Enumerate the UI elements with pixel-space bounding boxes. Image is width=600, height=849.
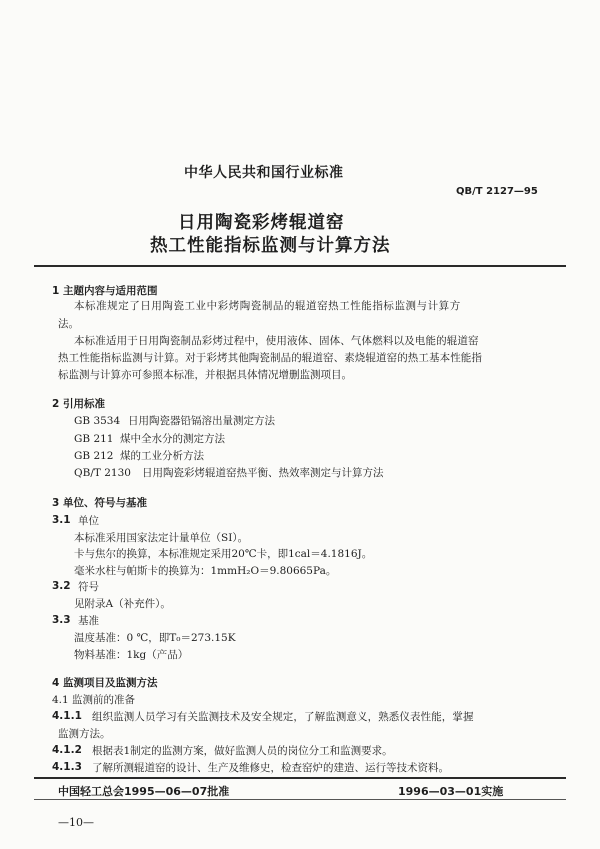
ref-code: GB 211 bbox=[74, 433, 114, 445]
subsection-3-1-title: 单位 bbox=[78, 515, 99, 527]
item-4-1-1-line-2: 监测方法。 bbox=[58, 728, 111, 740]
section-1-heading: 1 主题内容与适用范围 bbox=[52, 285, 158, 297]
s1-paragraph-1-line-2: 法。 bbox=[58, 318, 79, 330]
ref-code: GB 3534 bbox=[74, 415, 121, 427]
footer-rule bbox=[34, 777, 566, 779]
section-3-heading: 3 单位、符号与基准 bbox=[52, 497, 147, 509]
item-4-1-2-line-1: 根据表1制定的监测方案，做好监测人员的岗位分工和监测要求。 bbox=[92, 745, 393, 757]
ref-name: 煤中全水分的测定方法 bbox=[120, 433, 225, 445]
item-4-1-2-number: 4.1.2 bbox=[52, 744, 82, 756]
subsection-3-2-title: 符号 bbox=[78, 581, 99, 593]
ref-code: GB 212 bbox=[74, 450, 114, 462]
s31-line-2: 卡与焦尔的换算，本标准规定采用20℃卡，即1cal＝4.1816J。 bbox=[74, 548, 373, 560]
ref-name: 日用陶瓷器铅镉溶出量测定方法 bbox=[128, 415, 275, 427]
item-4-1-1-line-1: 组织监测人员学习有关监测技术及安全规定，了解监测意义，熟悉仪表性能，掌握 bbox=[92, 711, 474, 723]
item-4-1-3-line-1: 了解所测辊道窑的设计、生产及维修史，检查窑炉的建造、运行等技术资料。 bbox=[92, 762, 449, 774]
subsection-3-1-number: 3.1 bbox=[52, 514, 71, 526]
s31-line-3: 毫米水柱与帕斯卡的换算为：1mmH₂O＝9.80665Pa。 bbox=[74, 565, 337, 577]
subsection-3-3-title: 基准 bbox=[78, 615, 99, 627]
document-title-line1: 日用陶瓷彩烤辊道窑 bbox=[178, 213, 345, 233]
section-4-heading: 4 监测项目及监测方法 bbox=[52, 677, 158, 689]
subsection-3-3-number: 3.3 bbox=[52, 614, 71, 626]
s1-paragraph-2-line-1: 本标准适用于日用陶瓷制品彩烤过程中，使用液体、固体、气体燃料以及电能的辊道窑 bbox=[74, 335, 479, 347]
s33-line-2: 物料基准：1kg（产品） bbox=[74, 649, 189, 661]
item-4-1-3-number: 4.1.3 bbox=[52, 761, 82, 773]
page-number: —10— bbox=[58, 816, 94, 829]
footer-rule-bottom bbox=[34, 799, 566, 800]
standard-code: QB/T 2127—95 bbox=[456, 186, 538, 197]
subsection-4-1: 4.1 监测前的准备 bbox=[52, 694, 136, 706]
ref-name: 日用陶瓷彩烤辊道窑热平衡、热效率测定与计算方法 bbox=[142, 467, 384, 479]
document-title-line2: 热工性能指标监测与计算方法 bbox=[150, 236, 391, 256]
s31-line-1: 本标准采用国家法定计量单位（SI）。 bbox=[74, 532, 249, 544]
implementation-date: 1996—03—01实施 bbox=[398, 785, 504, 798]
header-rule bbox=[34, 265, 566, 267]
item-4-1-1-number: 4.1.1 bbox=[52, 710, 82, 722]
s1-paragraph-1-line-1: 本标准规定了日用陶瓷工业中彩烤陶瓷制品的辊道窑热工性能指标监测与计算方 bbox=[74, 300, 461, 312]
ref-code: QB/T 2130 bbox=[74, 467, 131, 479]
section-2-heading: 2 引用标准 bbox=[52, 398, 105, 410]
s1-paragraph-2-line-3: 标监测与计算亦可参照本标准，并根据具体情况增删监测项目。 bbox=[58, 369, 352, 381]
s33-line-1: 温度基准：0 ℃，即T₀＝273.15K bbox=[74, 632, 236, 644]
issuing-org: 中华人民共和国行业标准 bbox=[184, 165, 344, 181]
approval-info: 中国轻工总会1995—06—07批准 bbox=[58, 785, 230, 798]
subsection-3-2-number: 3.2 bbox=[52, 580, 71, 592]
ref-name: 煤的工业分析方法 bbox=[120, 450, 204, 462]
s32-line-1: 见附录A（补充件）。 bbox=[74, 598, 171, 610]
s1-paragraph-2-line-2: 热工性能指标监测与计算。对于彩烤其他陶瓷制品的辊道窑、素烧辊道窑的热工基本性能指 bbox=[58, 352, 482, 364]
